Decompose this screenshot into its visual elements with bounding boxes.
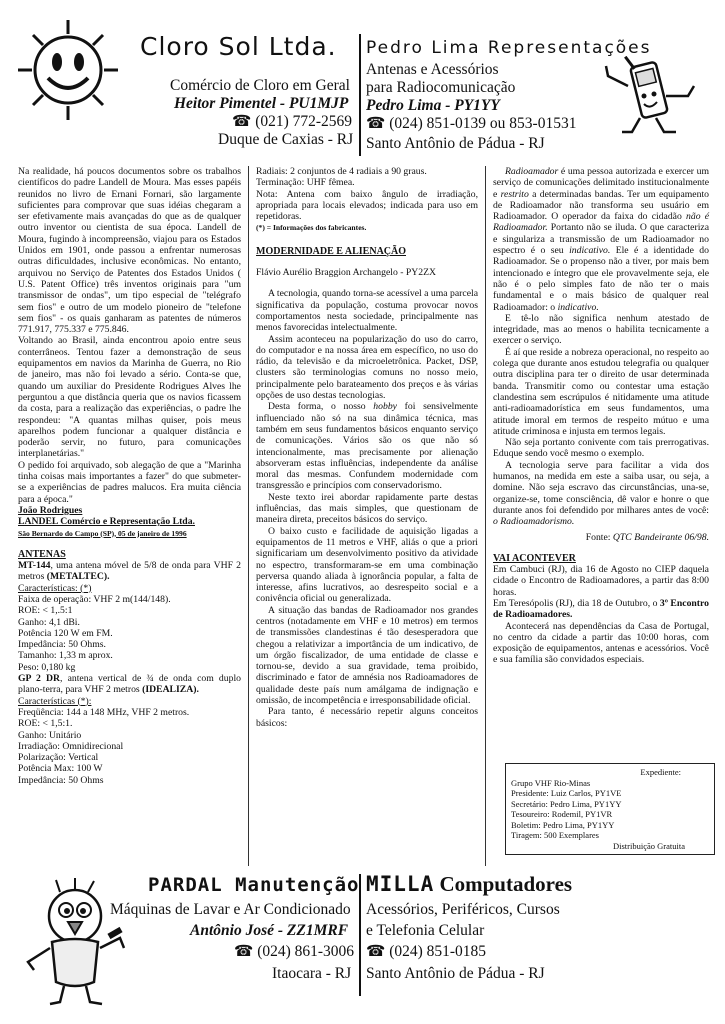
manufacturer-note: (*) = Informações dos fabricantes. (256, 223, 367, 233)
expediente-tiragem (511, 830, 709, 841)
article-text: restrito (500, 188, 529, 200)
events-heading: VAI ACONTEVER (493, 552, 576, 564)
pedro-lima-city: Santo Antônio de Pádua - RJ (366, 135, 545, 152)
gp2dr-name: GP 2 DR (18, 673, 61, 685)
article-paragraph: A situação das bandas de Radioamador nos grandes centros (notadamente em VHF e 10 metros) em termos de transmissões clandestinas é tão desesperadora que chegou a relativizar a importância de um indicativo, de um órgão fiscalizador, de uma entidade de classe e tornou-se, devido a sua gravidade, tema proibido, discriminado e fator de amnésia nos Radioamadores de qualidade deste país num amálgama de indignação e omissão, de incompetência e irresponsabilidade oficial. (256, 604, 478, 707)
pedro-lima-line2: para Radiocomunicação (366, 79, 516, 96)
article-text: indicativo. (557, 301, 599, 313)
cloro-sol-company: Cloro Sol Ltda. (140, 32, 337, 61)
article-text: o Radioamadorismo. (493, 516, 575, 528)
cloro-sol-line2: Heitor Pimentel - PU1MJP (174, 95, 349, 112)
milla-phone: (024) 851-0185 (389, 943, 487, 960)
article-paragraph: Não seja portanto conivente com tais prerrogativas. Eduque sendo você mesmo o exemplo. (493, 437, 709, 460)
pardal-line1: Máquinas de Lavar e Ar Condicionado (110, 901, 351, 918)
article-text: Desta forma, o nosso (268, 401, 374, 413)
column-divider-1 (248, 166, 249, 866)
expediente-line: Tesoureiro: Rodemil, PY1VR (511, 809, 613, 819)
col1-place-date: São Bernardo do Campo (SP), 05 de janeiro de 1996 (18, 528, 187, 538)
article-paragraph: E tê-lo não significa nenhum atestado de integridade, mas ao menos o habilita tecnicamente a exercer o serviço. (493, 312, 709, 347)
article-paragraph: A tecnologia, quando torna-se acessível a uma parcela significativa da população, costuma provocar novos comportamentos nesta sociedade, principalmente nas menos favorecidas intelectualmente. (256, 288, 478, 334)
mt144-description (18, 560, 241, 583)
gp2dr-spec: Radiais: 2 conjuntos de 4 radiais a 90 graus. (256, 166, 427, 177)
gp2dr-desc-text: , antena vertical de ¾ de onda com duplo plano-terra, para VHF 2 metros (18, 673, 241, 696)
article-paragraph: Assim aconteceu na popularização do uso do carro, do computador e na nossa área em específico, no uso do rádio, da televisão e da microeletrônica. Packet, DSP, clusters são terminologias comuns no nosso meio, principalmente pelo barateamento dos preços e às várias opções de uso destas tecnologias. (256, 333, 478, 402)
antenas-heading: ANTENAS (18, 548, 66, 560)
article-title: MODERNIDADE E ALIENAÇÃO (256, 245, 407, 257)
article-text: A tecnologia serve para facilitar a vida dos humanos, na medida em este a saiba usar, ou seja, a domine. Não seja escravo das circunstâncias, una-se, organize-se, tome consciência, dê valor e honre o que durante anos foi defendido por milhares antes de você: (493, 459, 709, 516)
pedro-lima-company: Pedro Lima Representações (366, 38, 652, 58)
pedro-lima-line3: Pedro Lima - PY1YY (366, 97, 500, 114)
pardal-phone-row (234, 942, 354, 962)
gp2dr-spec: Polarização: Vertical (18, 752, 99, 764)
source-label: Fonte: (585, 531, 613, 543)
milla-line2: e Telefonia Celular (366, 922, 485, 939)
mt144-spec: Ganho: 4,1 dBi. (18, 616, 80, 628)
article-source (493, 532, 709, 543)
gp2dr-description (18, 673, 241, 696)
article-text: não é Radioamador. (493, 211, 709, 234)
mt144-spec: Peso: 0,180 kg (18, 661, 76, 673)
cloro-sol-phone: (021) 772-2569 (255, 113, 353, 130)
mt144-name: MT-144 (18, 560, 51, 572)
source-name: QTC Bandeirante 06/98. (612, 531, 709, 543)
milla-phone-row (366, 942, 486, 962)
pedro-lima-phone: (024) 851-0139 ou 853-01531 (389, 115, 577, 132)
tiragem-value: 500 Exemplares (543, 830, 599, 840)
milla-name: MILLA (366, 872, 435, 896)
article-paragraph: O baixo custo e facilidade de aquisição ligadas a equipamentos de 11 metros e VHF, aliás o que a priori significariam um desenvolvimento positivo da atividade no espectro, transformaram-se em uma combinação perversa quando aliada à ignorância popular, a falta de interesse, afins lucrativos, ao desrespeito social e a conivência oficial ou generalizada. (256, 525, 478, 605)
article-text: é uma pessoa autorizada e exercer um serviço de comunicações delimitado institucionalmente e (493, 166, 709, 200)
mt144-spec: ROE: < 1,.5:1 (18, 605, 73, 617)
bottom-ad-divider (359, 874, 361, 996)
col1-paragraph-2: Voltando ao Brasil, ainda encontrou apoio entre seus conterrâneos. Tentou fazer a demonstração de seus equipamentos em navios da Marinha de Guerra, no Rio de janeiro, mas não foi levado a sério. Conta-se que, quando um auxiliar do Presidente Rodrigues Alves lhe perguntou a que distância queria que os navios ficassem da costa, para a realização das experiências, o padre lhe respondeu: "A quantas milhas quiser, pois meus aparelhos podem funcionar a qualquer distância e poderão servir, no futuro, para comunicações interplanetárias." (18, 335, 241, 460)
pardal-phone: (024) 861-3006 (257, 943, 355, 960)
cloro-sol-line1: Comércio de Cloro em Geral (170, 77, 350, 94)
cloro-sol-city: Duque de Caxias - RJ (218, 131, 354, 148)
milla-city: Santo Antônio de Pádua - RJ (366, 965, 545, 982)
column-2 (256, 166, 478, 729)
event-item: Acontecerá nas dependências da Casa de Portugal, no centro da cidade a partir das 10:00 horas, com exposição de equipamentos, antenas e acessórios. Você e sua família são convidados especiais. (493, 620, 709, 666)
expediente-line: Boletim: Pedro Lima, PY1YY (511, 819, 615, 830)
mt144-brand: (METALTEC). (46, 571, 110, 583)
phone-icon: ☎ (234, 943, 254, 960)
article-paragraph: Para tanto, é necessário repetir alguns conceitos básicos: (256, 706, 478, 729)
walkie-talkie-mascot-icon (600, 56, 706, 136)
column-3 (493, 166, 709, 666)
gp2dr-brand: (IDEALIZA). (142, 684, 199, 696)
phone-icon: ☎ (232, 113, 252, 130)
tiragem-label: Tiragem: (511, 830, 542, 840)
expediente-title: Expediente: (640, 767, 681, 777)
column-divider-2 (485, 166, 486, 866)
event-highlight: 3º Encontro de Radioamadores. (493, 597, 709, 621)
mt144-spec: Potência 120 W em FM. (18, 627, 113, 639)
gp2dr-spec: Impedância: 50 Ohms (18, 774, 104, 786)
event-item: Em Cambuci (RJ), dia 16 de Agosto no CIEP daquela cidade o Encontro de Radioamadores, a partir das 8:00 horas. (493, 564, 709, 598)
expediente-line: Secretário: Pedro Lima, PY1YY (511, 798, 622, 809)
gp2dr-spec: Freqüência: 144 a 148 MHz, VHF 2 metros. (18, 706, 190, 718)
gp2dr-spec: Terminação: UHF fêmea. (256, 177, 355, 189)
phone-icon: ☎ (366, 943, 386, 960)
mt144-specs-label: Características: (*) (18, 582, 92, 594)
article-text: Ele é a identidade do Radioamador. Se o propenso não a tiver, por mais bem intencionado e íntegro que ele provavelmente seja, ele não é o pelo simples fato de não ter o mais fundamental e o mais básico de qualquer real Radioamador: o (493, 245, 709, 313)
article-paragraph: É aí que reside a nobreza operacional, no respeito ao colega que durante anos estudou telegrafia ou qualquer outra disciplina para ter o direito de usar determinada banda. Transmitir como ou contestar uma estação clandestina sem escrúpulos é nitidamente uma atitude anti-radioamadorística em seus fundamentos, uma atitude imoral em termos de respeito mútuo e uma atitude criminosa e injusta em termos legais. (493, 346, 709, 437)
article-paragraph (493, 166, 709, 313)
bird-mascot-icon (20, 878, 130, 1008)
article-paragraph (256, 401, 478, 491)
expediente-box (505, 763, 715, 855)
mt144-spec: Faixa de operação: VHF 2 m(144/148). (18, 593, 171, 605)
pardal-line2: Antônio José - ZZ1MRF (190, 922, 349, 939)
expediente-distribution: Distribuição Gratuita (613, 840, 685, 851)
article-text: indicativo. (569, 245, 611, 257)
article-text: Radioamador (505, 166, 559, 177)
mt144-spec: Tamanho: 1,33 m aprox. (18, 650, 113, 662)
mt144-spec: Impedância: 50 Ohms. (18, 639, 106, 651)
gp2dr-spec: Ganho: Unitário (18, 729, 82, 741)
article-text: a determinadas bandas. Ter um equipamento de Radioamador não transforma seu usuário em Radioamador. O operador da faixa do cidadão (493, 188, 709, 223)
milla-suffix: Computadores (434, 872, 573, 896)
event-text: Em Teresópolis (RJ), dia 18 de Outubro, o (493, 597, 660, 609)
gp2dr-spec: Potência Max: 100 W (18, 763, 103, 775)
article-text: foi sensivelmente influenciado não só na sua dinâmica técnica, mas também em seus fundamentos básicos enquanto serviço de comunicações. Vários são os que não só intencionalmente, mas precisamente por alienação absorveram estas influências, independente da análise moral das mesmas. Confundem modernidade com transgressão e princípios com conservadorismo. (256, 401, 478, 492)
event-item (493, 598, 709, 621)
top-ad-divider (359, 34, 361, 156)
pardal-city: Itaocara - RJ (272, 965, 352, 982)
column-1 (18, 166, 241, 786)
article-paragraph (493, 460, 709, 528)
col1-paragraph-1: Na realidade, há poucos documentos sobre os trabalhos científicos do padre Landell de Moura. Mas esses papéis reunidos no livro de Ernani Fornari, são largamente suficientes para comprovar que suas idéias chegaram a ser efetivamente mais avançadas do que as de qualquer outro inventor ou cientista de sua época. Landell de Moura, fugindo à incompreensão, viajou para os Estados Unidos em 1901, onde passou a enfrentar numerosas outras dificuldades, inclusive econômicas. No entanto, arquivou no Serviço de Patentes dos Estados Unidos ( U.S. Patent Office) três inventos originais para "um transmissor de ondas", um tipo especial de "telégrafo sem fios" e outro de um modelo pioneiro de "telefone sem fios" - os quais ganharam as patentes de números 771.917, 775.337 e 775.846. (18, 166, 241, 336)
article-paragraph: Neste texto irei abordar rapidamente parte destas influências, das mais simples, que questionam de maneira direta, preceitos básicos do serviço. (256, 491, 478, 526)
col1-author: João Rodrigues (18, 504, 83, 516)
sun-logo-icon (16, 18, 120, 122)
hobby-word: hobby (373, 401, 397, 413)
article-text: Portanto não se iluda. O que caracteriza e singulariza a transmissão de um Radioamador no espectro é o seu (493, 222, 709, 257)
cloro-sol-phone-row (232, 112, 352, 132)
expediente-line: Presidente: Luiz Carlos, PY1VE (511, 788, 622, 798)
col1-org: LANDEL Comércio e Representação Ltda. (18, 516, 195, 528)
mt144-desc-text: , uma antena móvel de 5/8 de onda para VHF 2 metros (18, 560, 241, 583)
col1-paragraph-3: O pedido foi arquivado, sob alegação de que a "Marinha tinha coisas mais importantes a fazer" do que submeter-se a experiências de padres malucos. Era muita ciência para a época." (18, 459, 241, 505)
milla-company (366, 872, 572, 897)
pedro-lima-phone-row (366, 114, 576, 134)
pedro-lima-line1: Antenas e Acessórios (366, 61, 499, 78)
milla-line1: Acessórios, Periféricos, Cursos (366, 901, 560, 918)
gp2dr-specs-label: Características (*): (18, 695, 92, 707)
pardal-company: PARDAL Manutenção (148, 874, 360, 896)
expediente-line: Grupo VHF Rio-Minas (511, 777, 591, 788)
article-byline: Flávio Aurélio Braggion Archangelo - PY2ZX (256, 267, 436, 279)
antenna-note: Nota: Antena com baixo ângulo de irradiação, apropriada para locais elevados; indicada para uso em repetidoras. (256, 188, 478, 223)
phone-icon: ☎ (366, 115, 386, 132)
gp2dr-spec: Irradiação: Omnidirecional (18, 740, 124, 752)
gp2dr-spec: ROE: < 1,5:1. (18, 718, 73, 730)
